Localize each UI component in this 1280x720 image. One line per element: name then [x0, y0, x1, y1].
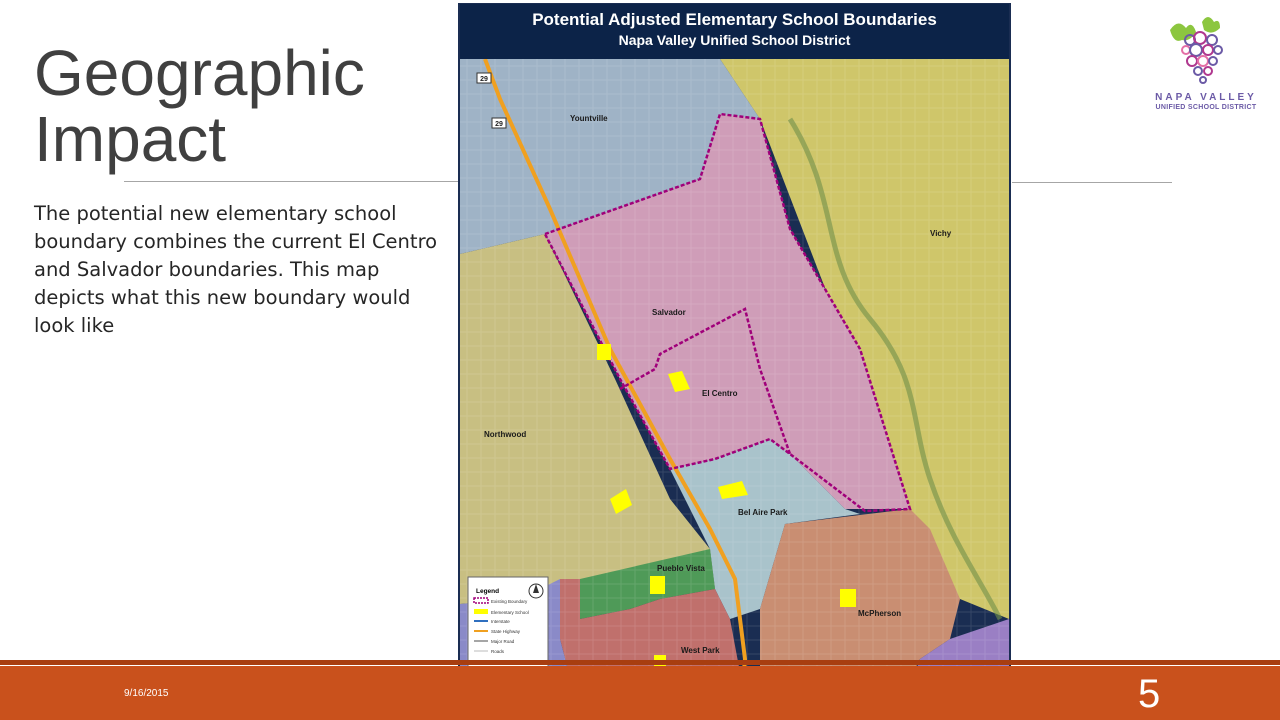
map-title: Potential Adjusted Elementary School Boundaries: [532, 10, 937, 29]
legend-item: Major Road: [491, 639, 515, 644]
school-marker-salvador: [597, 344, 611, 360]
map-label-mcpherson: McPherson: [858, 609, 902, 618]
title-divider-left: [124, 181, 460, 182]
boundary-map: [460, 59, 1009, 716]
slide-number: 5: [1138, 672, 1161, 716]
map-label-west-park: West Park: [681, 646, 720, 655]
legend-item: Elementary School: [491, 610, 529, 615]
slide-title-line1: Geographic: [34, 37, 365, 109]
map-label-salvador: Salvador: [652, 308, 686, 317]
title-divider-right: [1012, 182, 1172, 183]
logo-text-name: NAPA VALLEY: [1155, 92, 1257, 103]
map-label-el-centro: El Centro: [702, 389, 738, 398]
north-arrow-icon: [529, 584, 543, 598]
highway-shield-icon: [477, 73, 491, 83]
footer-date: 9/16/2015: [124, 688, 169, 699]
map-subtitle: Napa Valley Unified School District: [618, 32, 851, 48]
footer-bar: [0, 666, 1280, 720]
map-label-pueblo-vista: Pueblo Vista: [657, 564, 705, 573]
map-label-vichy: Vichy: [930, 229, 952, 238]
highway-shield-icon: [492, 118, 506, 128]
legend-item: Roads: [491, 649, 505, 654]
map-label-bel-aire-park: Bel Aire Park: [738, 508, 788, 517]
legend-item: Existing Boundary: [491, 599, 528, 604]
map-label-northwood: Northwood: [484, 430, 527, 439]
body-text: The potential new elementary school boundary combines the current El Centro and Salvador boundaries. This map depicts what this new boundary would look like: [34, 202, 438, 337]
footer-accent-line: [0, 660, 1280, 665]
legend-item: State Highway: [491, 629, 521, 634]
map-legend: [468, 577, 548, 667]
legend-title: Legend: [476, 588, 500, 595]
logo-text-district: UNIFIED SCHOOL DISTRICT: [1155, 104, 1257, 111]
slide-title-line2: Impact: [34, 103, 227, 175]
highway-shield-label: 29: [480, 76, 488, 83]
highway-shield-label: 29: [495, 121, 503, 128]
legend-item: Interstate: [491, 619, 510, 624]
school-marker-pueblo-vista: [650, 576, 665, 594]
map-label-yountville: Yountville: [570, 114, 608, 123]
school-marker-mcpherson: [840, 589, 856, 607]
slide-title: [34, 37, 434, 175]
map-header: [460, 4, 1009, 59]
